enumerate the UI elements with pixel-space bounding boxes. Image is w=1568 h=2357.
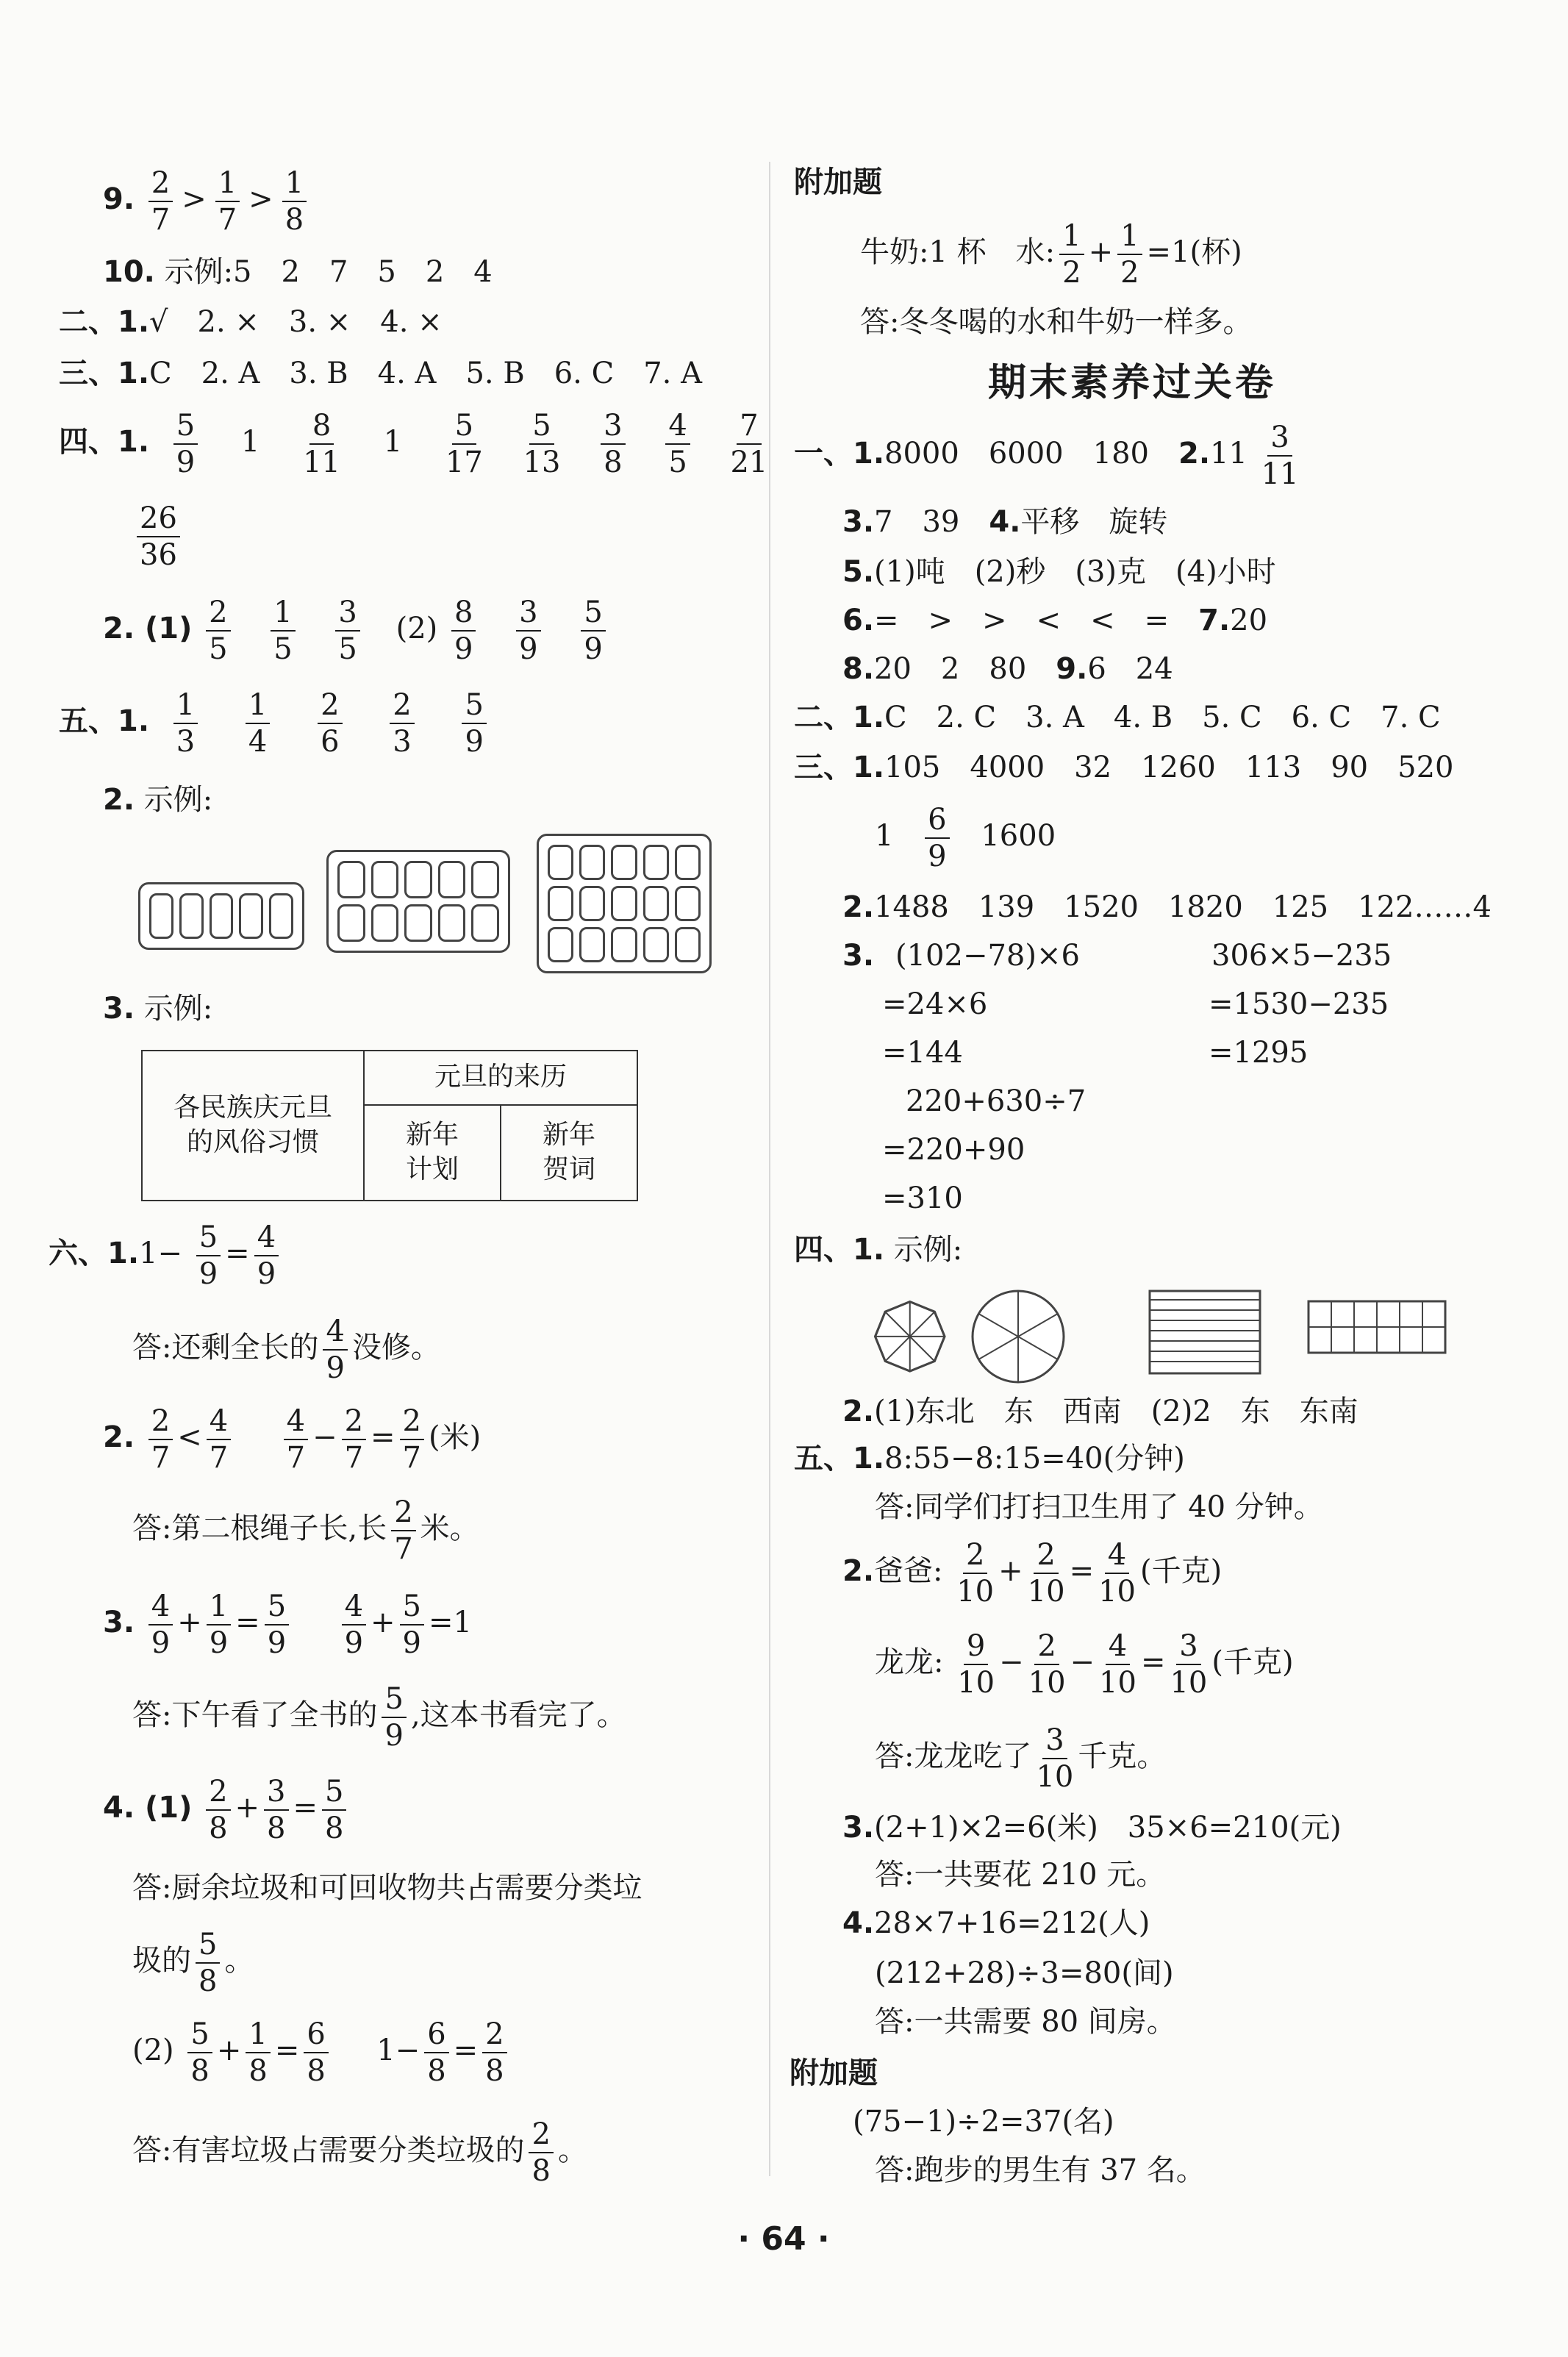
table-cell-greeting: 新年 贺词: [501, 1105, 637, 1201]
section-5-answer-1: 五、1. $\frac{1}{3}$ $\frac{1}{4}$ $\frac{2}{6}$ $\frac{2}{3}$ $\frac{5}{9}$: [59, 690, 491, 757]
fraction-shapes: [867, 1288, 1568, 1398]
final-section-5-line-4-answer: 答:一共需要 80 间房。: [875, 2005, 1176, 2039]
section-6-answer-1-reply: 答:还剩全长的 $\frac{4}{9}$ 没修。: [132, 1315, 440, 1385]
section-4-answer-1-extra: $\frac{26}{36}$: [132, 503, 185, 571]
table-cell-origin: 元旦的来历: [364, 1051, 637, 1105]
extra-question-2-title: 附加题: [790, 2056, 878, 2090]
section-6-answer-4-1-reply: 答:厨余垃圾和可回收物共占需要分类垃: [132, 1871, 642, 1905]
circle-sixths: [973, 1291, 1064, 1382]
final-section-3-line-1: 三、1.105 4000 32 1260 113 90 520: [794, 751, 1454, 784]
section-6-answer-4-2: (2) $\frac{5}{8}$ + $\frac{1}{8}$ = $\frac{6}{8}$ 1− $\frac{6}{8}$ = $\frac{2}{8}$: [132, 2019, 512, 2086]
section-6-answer-1: 六、1.1− $\frac{5}{9}$ = $\frac{4}{9}$: [49, 1222, 283, 1290]
new-year-table: [141, 1050, 638, 1201]
section-6-answer-2-reply: 答:第二根绳子长,长 $\frac{2}{7}$ 米。: [132, 1495, 479, 1566]
extra-question-line: 牛奶:1 杯 水: $\frac{1}{2}$ + $\frac{1}{2}$ =1(杯): [860, 219, 1242, 290]
final-section-1-line-5: 5.(1)吨 (2)秒 (3)克 (4)小时: [842, 555, 1276, 589]
calc-2-step-3: =1295: [1209, 1036, 1309, 1070]
final-section-2: 二、1.C 2. C 3. A 4. B 5. C 6. C 7. C: [794, 701, 1441, 734]
final-section-5-line-1: 五、1.8:55−8:15=40(分钟): [794, 1442, 1185, 1476]
final-section-5-line-3: 3.(2+1)×2=6(米) 35×6=210(元): [842, 1811, 1342, 1845]
section-5-answer-3: 3. 示例:: [103, 992, 213, 1026]
table-cell-customs: 各民族庆元旦 的风俗习惯: [142, 1051, 364, 1201]
calc-1-step-3: =144: [882, 1036, 963, 1070]
calc-1-step-2: =24×6: [882, 987, 988, 1021]
extra-question-2-answer: 答:跑步的男生有 37 名。: [875, 2153, 1206, 2187]
final-section-4-line-2: 2.(1)东北 东 西南 (2)2 东 东南: [842, 1395, 1358, 1428]
box-group-large: [537, 834, 712, 973]
section-5-answer-2: 2. 示例:: [103, 783, 213, 817]
section-6-answer-3: 3. $\frac{4}{9}$ + $\frac{1}{9}$ = $\frac{5}{9}$ $\frac{4}{9}$ + $\frac{5}{9}$ =1: [103, 1589, 472, 1660]
section-3-answers: 三、1.C 2. A 3. B 4. A 5. B 6. C 7. A: [59, 357, 702, 390]
final-section-5-line-4b: (212+28)÷3=80(间): [875, 1956, 1174, 1990]
striped-rectangle: [1150, 1291, 1260, 1373]
final-section-1-line-6: 6.= > > < < = 7.20: [842, 604, 1268, 637]
section-6-answer-4-2-reply: 答:有害垃圾占需要分类垃圾的 $\frac{2}{8}$ 。: [132, 2117, 587, 2188]
final-section-1-line-3: 3.7 39 4.平移 旋转: [842, 505, 1168, 539]
calc-2-step-2: =1530−235: [1209, 987, 1389, 1021]
exam-title: 期末素养过关卷: [987, 361, 1277, 405]
section-6-answer-2: 2. $\frac{2}{7}$ < $\frac{4}{7}$ $\frac{4}{7}$ − $\frac{2}{7}$ = $\frac{2}{7}$ (米): [103, 1404, 482, 1475]
grid-rectangle: [1309, 1301, 1445, 1353]
final-section-5-line-2b: 龙龙: $\frac{9}{10}$ − $\frac{2}{10}$ − $\frac{4}{10}$ = $\frac{3}{10}$ (千克): [875, 1629, 1294, 1700]
final-section-3-line-1b: 1 $\frac{6}{9}$ 1600: [875, 803, 1056, 873]
final-section-5-line-3-answer: 答:一共要花 210 元。: [875, 1858, 1166, 1892]
calc-3-step-3: =310: [882, 1181, 963, 1215]
section-4-answer-2: 2. (1) $\frac{2}{5}$ $\frac{1}{5}$ $\frac{3}{5}$ (2) $\frac{8}{9}$ $\frac{3}{9}$ $\frac{5}{9}$: [103, 597, 610, 665]
page-number: · 64 ·: [737, 2220, 830, 2258]
final-section-4-line-1: 四、1. 示例:: [794, 1233, 963, 1267]
calc-3-step-1: 220+630÷7: [906, 1084, 1086, 1118]
answer-10: 10. 示例:5 2 7 5 2 4: [103, 255, 493, 289]
final-section-5-line-2-answer: 答:龙龙吃了 $\frac{3}{10}$ 千克。: [875, 1723, 1167, 1794]
extra-question-answer: 答:冬冬喝的水和牛奶一样多。: [860, 305, 1253, 339]
table-cell-plan: 新年 计划: [364, 1105, 501, 1201]
section-6-answer-3-reply: 答:下午看了全书的 $\frac{5}{9}$ ,这本书看完了。: [132, 1682, 626, 1753]
section-6-answer-4-1-reply-cont: 圾的 $\frac{5}{8}$ 。: [132, 1928, 254, 1998]
section-2-answers: 二、1.√ 2. × 3. × 4. ×: [59, 305, 443, 339]
final-section-5-line-4: 4.28×7+16=212(人): [842, 1906, 1150, 1940]
calc-prefix: 3.: [842, 939, 875, 973]
calc-1-step-1: (102−78)×6: [895, 939, 1080, 973]
box-group-medium: [326, 850, 510, 953]
extra-question-title: 附加题: [794, 165, 882, 199]
answer-9: 9. $\frac{2}{7}$ > $\frac{1}{7}$ > $\frac{1}{8}$: [103, 168, 311, 235]
section-4-answer-1: 四、1. $\frac{5}{9}$ 1 $\frac{8}{11}$ 1 $\frac{5}{17}$ $\frac{5}{13}$ $\frac{3}{8}$ $\frac{4}{5}$ $\frac{7}{21}$: [59, 409, 768, 479]
box-group-small: [138, 882, 304, 950]
final-section-3-line-2: 2.1488 139 1520 1820 125 122……4: [842, 890, 1492, 924]
final-section-5-line-1-answer: 答:同学们打扫卫生用了 40 分钟。: [875, 1490, 1323, 1524]
section-6-answer-4-1: 4. (1) $\frac{2}{8}$ + $\frac{3}{8}$ = $\frac{5}{8}$: [103, 1776, 351, 1844]
extra-question-2-line: (75−1)÷2=37(名): [853, 2105, 1114, 2139]
calc-3-step-2: =220+90: [882, 1133, 1025, 1167]
final-section-5-line-2: 2.爸爸: $\frac{2}{10}$ + $\frac{2}{10}$ = $\frac{4}{10}$ (千克): [842, 1538, 1222, 1609]
final-section-1-line-8: 8.20 2 80 9.6 24: [842, 652, 1173, 686]
final-section-1-line-1: 一、1.8000 6000 180 2.11 $\frac{3}{11}$: [794, 421, 1299, 491]
calc-2-step-1: 306×5−235: [1211, 939, 1392, 973]
